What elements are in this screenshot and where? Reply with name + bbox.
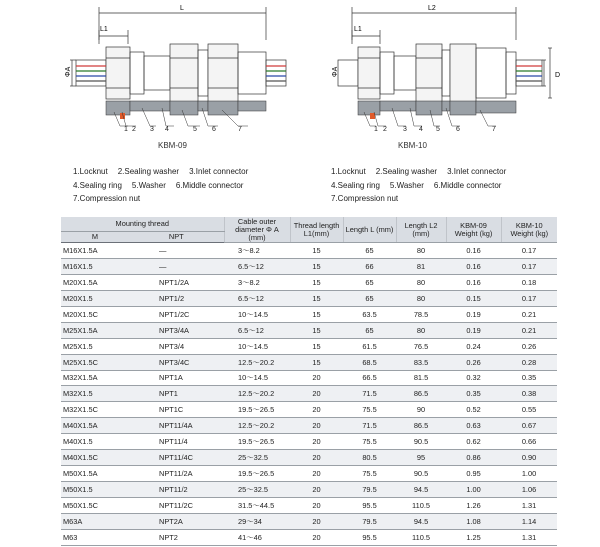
legend-line-2 [331,179,516,193]
dim-l1: L1 [100,26,108,33]
cell-length-l: 71.5 [343,386,396,402]
cell-thread-length: 15 [290,274,343,290]
cell-kbm10-weight: 1.31 [501,498,557,514]
cell-cable: 25～32.5 [224,450,290,466]
cell-length-l: 63.5 [343,306,396,322]
cell-kbm10-weight: 0.26 [501,338,557,354]
legend-item: 6.Middle connector [433,180,502,190]
legend-item: 1.Locknut [331,167,366,176]
cell-cable: 10～14.5 [224,306,290,322]
cell-thread-length: 15 [290,306,343,322]
cell-length-l2: 78.5 [396,306,446,322]
cell-kbm09-weight: 0.52 [446,402,501,418]
callout-6: 6 [212,126,216,133]
legend-line-3 [331,192,516,206]
cell-cable: 6.5～12 [224,290,290,306]
cell-kbm10-weight: 0.17 [501,258,557,274]
cell-npt: — [129,258,224,274]
callout-2: 2 [132,126,136,133]
table-row [61,322,557,338]
cell-npt: NPT1/2A [129,274,224,290]
cell-m: M40X1.5A [61,418,129,434]
table-row [61,258,557,274]
header-length-l2: Length L2 (mm) [396,217,446,243]
cell-thread-length: 20 [290,529,343,545]
cell-thread-length: 20 [290,513,343,529]
cell-thread-length: 20 [290,434,343,450]
cell-cable: 3～8.2 [224,274,290,290]
header-m: M [61,232,129,243]
table-row [61,306,557,322]
cell-kbm10-weight: 0.55 [501,402,557,418]
table-row [61,370,557,386]
cell-kbm10-weight: 0.21 [501,306,557,322]
callout-1: 1 [124,126,128,133]
cell-length-l2: 95 [396,450,446,466]
cell-npt: NPT1C [129,402,224,418]
cell-length-l2: 90 [396,402,446,418]
cell-npt: NPT11/2 [129,482,224,498]
kbm09-drawing [62,0,292,150]
cell-kbm09-weight: 0.86 [446,450,501,466]
table-row [61,274,557,290]
cell-length-l2: 81.5 [396,370,446,386]
callout-4-10: 4 [419,126,423,133]
cell-length-l2: 80 [396,274,446,290]
cell-thread-length: 15 [290,290,343,306]
cell-length-l: 75.5 [343,402,396,418]
callout-5: 5 [193,126,197,133]
cell-kbm10-weight: 0.35 [501,370,557,386]
cell-m: M32X1.5C [61,402,129,418]
cell-npt: NPT1/2 [129,290,224,306]
cell-kbm09-weight: 0.19 [446,306,501,322]
cell-length-l2: 90.5 [396,434,446,450]
cell-npt: NPT1 [129,386,224,402]
cell-kbm10-weight: 1.31 [501,529,557,545]
cell-npt: NPT1/2C [129,306,224,322]
cell-kbm10-weight: 0.18 [501,274,557,290]
table-row [61,354,557,370]
cell-kbm09-weight: 0.63 [446,418,501,434]
callout-2-10: 2 [383,126,387,133]
cell-npt: NPT2A [129,513,224,529]
cell-cable: 31.5～44.5 [224,498,290,514]
cell-thread-length: 20 [290,386,343,402]
table-row [61,482,557,498]
cell-npt: NPT3/4A [129,322,224,338]
cell-kbm09-weight: 0.15 [446,290,501,306]
cell-length-l2: 86.5 [396,418,446,434]
header-npt: NPT [129,232,224,243]
cell-cable: 3～8.2 [224,243,290,259]
legend-item: 4.Sealing ring [331,180,380,190]
table-row [61,243,557,259]
cell-kbm09-weight: 0.19 [446,322,501,338]
callout-3: 3 [150,126,154,133]
callout-5-10: 5 [436,126,440,133]
cell-kbm10-weight: 0.66 [501,434,557,450]
cell-cable: 19.5～26.5 [224,466,290,482]
cell-length-l: 66.5 [343,370,396,386]
header-kbm09-weight: KBM-09 Weight (kg) [446,217,501,243]
cell-kbm09-weight: 0.16 [446,258,501,274]
cell-kbm09-weight: 0.32 [446,370,501,386]
dim-l1-10: L1 [354,26,362,33]
cell-length-l2: 90.5 [396,466,446,482]
cell-m: M50X1.5C [61,498,129,514]
cell-kbm10-weight: 0.17 [501,290,557,306]
legend-item: 7.Compression nut [73,194,141,203]
cell-thread-length: 20 [290,370,343,386]
cell-cable: 10～14.5 [224,338,290,354]
cell-kbm09-weight: 0.62 [446,434,501,450]
cell-thread-length: 20 [290,418,343,434]
legend-line-2 [73,179,258,193]
dim-phi-a: ΦA [65,66,72,77]
callout-4: 4 [165,126,169,133]
cell-npt: NPT11/4C [129,450,224,466]
cell-cable: 12.5～20.2 [224,418,290,434]
cell-kbm10-weight: 0.28 [501,354,557,370]
cell-length-l: 95.5 [343,498,396,514]
legend-item: 1.Locknut [73,167,108,176]
cell-length-l2: 86.5 [396,386,446,402]
cell-cable: 19.5～26.5 [224,434,290,450]
callout-3-10: 3 [403,126,407,133]
cell-m: M50X1.5A [61,466,129,482]
cell-cable: 6.5～12 [224,258,290,274]
table-row [61,450,557,466]
legend-line-3 [73,192,258,206]
callout-7-10: 7 [492,126,496,133]
cell-length-l: 75.5 [343,434,396,450]
cell-m: M25X1.5A [61,322,129,338]
cell-length-l: 71.5 [343,418,396,434]
cell-m: M32X1.5 [61,386,129,402]
cell-length-l2: 80 [396,243,446,259]
cell-kbm09-weight: 0.95 [446,466,501,482]
callout-7: 7 [238,126,242,133]
cell-cable: 19.5～26.5 [224,402,290,418]
dim-l: L [180,5,184,12]
cell-length-l2: 94.5 [396,513,446,529]
header-cable-diameter: Cable outer diameter Φ A (mm) [224,217,290,243]
cell-length-l: 79.5 [343,482,396,498]
cell-length-l2: 81 [396,258,446,274]
cell-cable: 25～32.5 [224,482,290,498]
cell-cable: 12.5～20.2 [224,354,290,370]
dim-l2: L2 [428,5,436,12]
cell-npt: NPT3/4 [129,338,224,354]
cell-kbm10-weight: 1.00 [501,466,557,482]
cell-thread-length: 20 [290,450,343,466]
cell-kbm09-weight: 0.16 [446,243,501,259]
cell-thread-length: 15 [290,322,343,338]
cell-length-l: 68.5 [343,354,396,370]
cell-kbm09-weight: 1.08 [446,513,501,529]
cell-kbm09-weight: 0.16 [446,274,501,290]
cell-npt: NPT1A [129,370,224,386]
cell-thread-length: 20 [290,498,343,514]
cell-kbm09-weight: 1.26 [446,498,501,514]
cell-m: M25X1.5 [61,338,129,354]
cell-m: M63 [61,529,129,545]
cell-kbm09-weight: 0.26 [446,354,501,370]
table-row [61,513,557,529]
legend-item: 4.Sealing ring [73,180,122,190]
cell-length-l: 95.5 [343,529,396,545]
header-mounting-thread: Mounting thread [61,217,224,232]
cell-length-l: 61.5 [343,338,396,354]
cell-thread-length: 15 [290,243,343,259]
cell-m: M20X1.5C [61,306,129,322]
cell-cable: 41～46 [224,529,290,545]
cell-length-l: 65 [343,274,396,290]
cell-npt: NPT11/4 [129,434,224,450]
header-length-l: Length L (mm) [343,217,396,243]
cell-thread-length: 15 [290,258,343,274]
cell-length-l: 66 [343,258,396,274]
cell-length-l2: 80 [396,322,446,338]
cell-m: M40X1.5 [61,434,129,450]
cell-m: M16X1.5 [61,258,129,274]
header-thread-length: Thread length L1(mm) [290,217,343,243]
cell-m: M20X1.5A [61,274,129,290]
dim-d: D [555,72,561,79]
cell-npt: NPT11/2A [129,466,224,482]
table-row [61,529,557,545]
legend-item: 5.Washer [389,180,424,190]
table-row [61,402,557,418]
legend-line-1 [331,165,516,179]
cell-m: M32X1.5A [61,370,129,386]
cell-m: M50X1.5 [61,482,129,498]
legend-item: 7.Compression nut [331,194,399,203]
cell-m: M40X1.5C [61,450,129,466]
cell-npt: NPT11/4A [129,418,224,434]
cell-length-l: 75.5 [343,466,396,482]
cell-kbm10-weight: 0.21 [501,322,557,338]
cell-length-l2: 94.5 [396,482,446,498]
cell-kbm09-weight: 0.24 [446,338,501,354]
cell-length-l2: 83.5 [396,354,446,370]
cell-length-l2: 110.5 [396,529,446,545]
table-row [61,466,557,482]
cell-kbm09-weight: 1.00 [446,482,501,498]
legend-left [73,165,258,206]
cell-cable: 29～34 [224,513,290,529]
kbm09-caption: KBM-09 [158,141,187,150]
cell-m: M20X1.5 [61,290,129,306]
table-row [61,418,557,434]
header-kbm10-weight: KBM-10 Weight (kg) [501,217,557,243]
legend-item: 2.Sealing washer [375,167,438,176]
cell-thread-length: 15 [290,354,343,370]
legend-item: 2.Sealing washer [117,167,180,176]
cell-kbm10-weight: 0.67 [501,418,557,434]
cell-length-l: 80.5 [343,450,396,466]
cell-length-l: 79.5 [343,513,396,529]
legend-line-1 [73,165,258,179]
legend-item: 5.Washer [131,180,166,190]
legend-item: 3.Inlet connector [447,167,507,176]
spec-table [61,217,557,546]
cell-m: M16X1.5A [61,243,129,259]
callout-6-10: 6 [456,126,460,133]
table-row [61,434,557,450]
callout-1-10: 1 [374,126,378,133]
legend-item: 3.Inlet connector [189,167,249,176]
legend-item: 6.Middle connector [175,180,244,190]
cell-npt: NPT11/2C [129,498,224,514]
legend-right [331,165,516,206]
cell-length-l: 65 [343,322,396,338]
cell-thread-length: 20 [290,482,343,498]
cell-kbm10-weight: 0.17 [501,243,557,259]
dim-phi-a-10: ΦA [332,66,339,77]
table-row [61,338,557,354]
cell-kbm10-weight: 1.06 [501,482,557,498]
cell-cable: 6.5～12 [224,322,290,338]
cell-kbm10-weight: 0.90 [501,450,557,466]
cell-length-l2: 80 [396,290,446,306]
cell-npt: NPT2 [129,529,224,545]
cell-m: M63A [61,513,129,529]
cell-length-l2: 76.5 [396,338,446,354]
cell-length-l: 65 [343,290,396,306]
table-row [61,386,557,402]
cell-cable: 10～14.5 [224,370,290,386]
cell-kbm09-weight: 1.25 [446,529,501,545]
cell-kbm10-weight: 1.14 [501,513,557,529]
cell-m: M25X1.5C [61,354,129,370]
cell-npt: NPT3/4C [129,354,224,370]
table-row [61,290,557,306]
cell-cable: 12.5～20.2 [224,386,290,402]
kbm10-drawing [330,0,566,150]
table-row [61,498,557,514]
cell-length-l: 65 [343,243,396,259]
cell-kbm10-weight: 0.38 [501,386,557,402]
cell-length-l2: 110.5 [396,498,446,514]
cell-thread-length: 20 [290,466,343,482]
kbm10-caption: KBM-10 [398,141,427,150]
cell-thread-length: 15 [290,338,343,354]
cell-npt: — [129,243,224,259]
cell-thread-length: 20 [290,402,343,418]
cell-kbm09-weight: 0.35 [446,386,501,402]
